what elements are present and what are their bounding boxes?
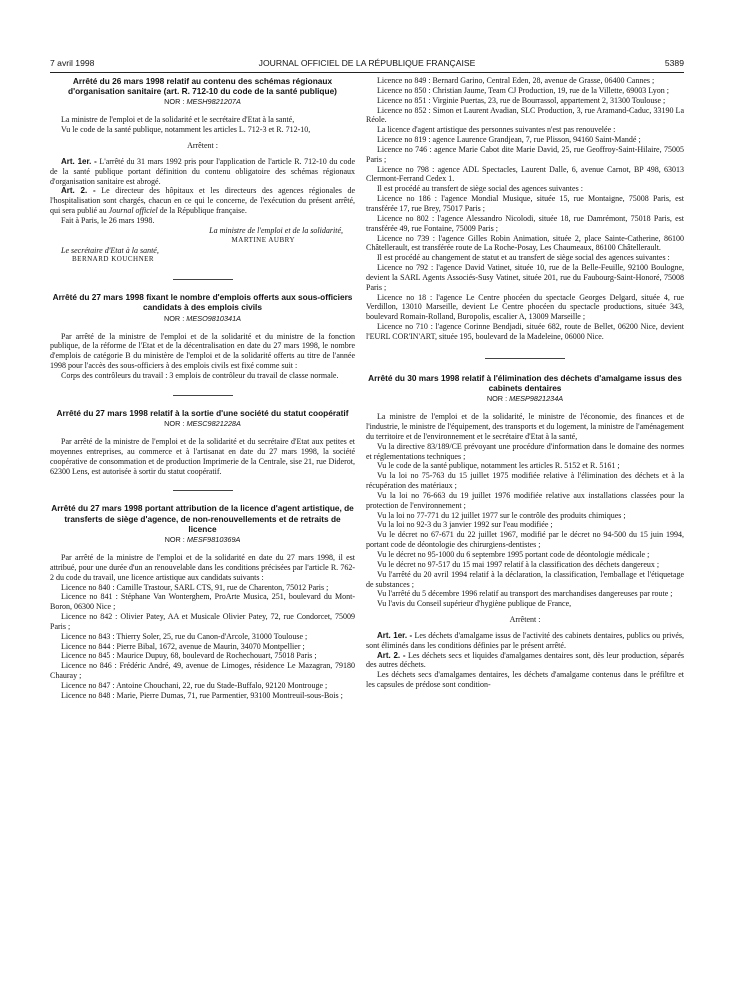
right-column — [366, 76, 684, 976]
article-label: Art. 1er. - — [61, 156, 97, 166]
article-text: Le directeur des hôpitaux et les directeurs des agences régionales de l'hospitalisation sont chargés, chacun en ce qui le concerne, de l'exécution du présent arrêté, qui sera publié au — [50, 186, 355, 216]
nor-code: MESC9821228A — [186, 419, 241, 429]
article-text: Les déchets d'amalgame issus de l'activité des cabinets dentaires, publics ou privés, sont éliminés dans les conditions définies par le présent arrêté. — [366, 630, 684, 650]
article-1 — [366, 631, 684, 651]
visa-paragraph: Vu la loi no 77-771 du 12 juillet 1977 sur le contrôle des produits chimiques ; — [377, 510, 626, 520]
visa-paragraph: La ministre de l'emploi et de la solidarité, le ministre de l'économie, des finances et de l'industrie, le ministre de l'équipement, des transports et du logement, la ministre de l'aménagement du territoire et de l'environnement et le secrétaire d'Etat à la santé, — [366, 412, 684, 441]
transfer-intro: Il est procédé au transfert de siège social des agences suivantes : — [377, 184, 583, 194]
visa-paragraph: Vu le code de la santé publique, notamment les articles L. 712-3 et R. 712-10, — [61, 125, 311, 135]
licence-entry: Licence no 739 : l'agence Gilles Robin Animation, située 2, place Sainte-Catherine, 86100 Châtellerault, est transférée route de La Roche-Posay, Les Chaumeaux, 86100 Châtellerault. — [366, 233, 684, 253]
article-2 — [366, 651, 684, 671]
visa-paragraph: Vu l'arrêté du 20 avril 1994 relatif à la déclaration, la classification, l'emballage et l'étiquetage de substances ; — [366, 569, 684, 589]
header-page-number: 5389 — [664, 58, 684, 68]
section-divider — [173, 395, 233, 396]
licence-entry: Licence no 844 : Pierre Bibal, 1672, avenue de Maurin, 34070 Montpellier ; — [61, 641, 305, 651]
licence-entry: Licence no 802 : l'agence Alessandro Nicolodi, située 18, rue Damrémont, 75018 Paris, est transférée 49, rue Fontaine, 75009 Paris ; — [366, 213, 684, 233]
article-1 — [50, 157, 355, 187]
body-paragraph: Par arrêté de la ministre de l'emploi et de la solidarité en date du 27 mars 1998, il est attribué, pour une durée d'un an renouvelable dans les conditions précisées par l'article R. 762-2 du code du travail, une licence artistique aux candidats suivants : — [50, 553, 355, 582]
article-label: Art. 1er. - — [377, 630, 413, 640]
nor-line — [50, 419, 355, 429]
visa-paragraph: Vu la loi no 75-763 du 15 juillet 1975 modifiée relative à l'élimination des déchets et à la récupération des matériaux ; — [366, 471, 684, 491]
body-paragraph: Corps des contrôleurs du travail : 3 emplois de contrôleur du travail de classe normale. — [61, 371, 339, 380]
arrete-title: Arrêté du 27 mars 1998 portant attribution de la licence d'agent artistique, de transferts de siège d'agence, de non-renouvellements et de retraits de licence — [51, 503, 354, 534]
arrete-title: Arrêté du 30 mars 1998 relatif à l'élimination des déchets d'amalgame issus des cabinets dentaires — [368, 372, 682, 393]
non-renewal-intro: La licence d'agent artistique des personnes suivantes n'est pas renouvelée : — [377, 125, 616, 135]
arretent-heading: Arrêtent : — [187, 141, 218, 151]
nor-line — [50, 314, 355, 324]
licence-entry: Licence no 841 : Stéphane Van Wonterghem, ProArte Musica, 251, boulevard du Mont-Boron, 06300 Nice ; — [50, 592, 355, 612]
article-label: Art. 2. - — [61, 186, 96, 196]
left-column — [50, 76, 355, 976]
body-paragraph: Par arrêté de la ministre de l'emploi et de la solidarité et du ministre de la fonction publique, de la réforme de l'Etat et de la décentralisation en date du 27 mars 1998, le nombre d'emplois de catégorie B du ministère de l'emploi et de la solidarité offerts au titre de l'année 1998 pour l'accès des sous-officiers à des emplois civils est fixé comme suit : — [50, 331, 355, 371]
signatory-name: MARTINE AUBRY — [231, 235, 295, 244]
article-text: Les déchets secs et liquides d'amalgames dentaires sont, dès leur production, séparés des autres déchets. — [366, 650, 684, 670]
licence-entry: Licence no 845 : Maurice Dupuy, 68, boulevard de Rochechouart, 75018 Paris ; — [61, 651, 317, 661]
arretent-heading: Arrêtent : — [509, 615, 541, 625]
page-header — [50, 58, 684, 72]
licence-entry: Licence no 852 : Simon et Laurent Avadian, SLC Production, 3, rue Aramand-Caduc, 33190 La Réole. — [366, 105, 684, 125]
licence-entry: Licence no 840 : Camille Trastour, SARL CTS, 91, rue de Charenton, 75012 Paris ; — [61, 582, 329, 592]
arrete-title: Arrêté du 27 mars 1998 fixant le nombre d'emplois offerts aux sous-officiers candidats à des emplois civils — [52, 292, 353, 313]
nor-label: NOR : — [486, 394, 508, 404]
signatory-title: La ministre de l'emploi et de la solidarité, — [209, 225, 343, 235]
nor-line — [366, 394, 684, 404]
licence-entry: Licence no 18 : l'agence Le Centre phocéen du spectacle Georges Delgard, située 4, rue Verdillon, 13010 Marseille, devient Le Centre phocéen du spectacle productions, située 343, boulevard Romain-Rolland, Buropolis, escalier A, 13009 Marseille ; — [366, 292, 684, 322]
nor-label: NOR : — [164, 535, 185, 545]
body-paragraph: Par arrêté de la ministre de l'emploi et de la solidarité et du secrétaire d'Etat aux petites et moyennes entreprises, au commerce et à l'artisanat en date du 27 mars 1998, la société coopérative de consommation et de production Imprimerie de la Centrale, sise 21, rue Diderot, 62300 Lens, est autorisée à sortir du statut coopératif. — [50, 437, 355, 476]
fait-a-paris: Fait à Paris, le 26 mars 1998. — [61, 216, 155, 225]
licence-entry: Licence no 798 : agence ADL Spectacles, Laurent Dalle, 6, avenue Carnot, BP 498, 63013 Clermont-Ferrand Cedex 1. — [366, 164, 684, 184]
nor-code: MESP9821234A — [509, 394, 564, 404]
arrete-title: Arrêté du 27 mars 1998 relatif à la sortie d'une société du statut coopératif — [56, 407, 349, 418]
nor-code: MESF9810369A — [186, 535, 241, 545]
visa-paragraph: Vu la loi no 92-3 du 3 janvier 1992 sur l'eau modifiée ; — [377, 520, 553, 530]
arrete-27-mars-sous-officiers — [50, 292, 355, 381]
licence-entry: Licence no 710 : l'agence Corinne Bendjadi, située 682, route de Bellet, 06200 Nice, devient l'EURL COR'IN'ART, située 195, boulevard de la Madeleine, 06000 Nice. — [366, 322, 684, 341]
signatory-name: BERNARD KOUCHNER — [72, 255, 155, 264]
header-date: 7 avril 1998 — [50, 58, 95, 68]
body-paragraph: Les déchets secs d'amalgames dentaires, les déchets d'amalgame contenus dans le préfiltre et les capsules de prédose sont condition- — [366, 670, 684, 690]
licence-entry: Licence no 186 : l'agence Mondial Musique, située 15, rue Montaigne, 75008 Paris, est transférée 17, rue Brey, 75017 Paris ; — [366, 194, 684, 213]
visa-paragraph: Vu l'arrêté du 5 décembre 1996 relatif au transport des marchandises dangereuses par route ; — [377, 589, 673, 599]
licence-entry: Licence no 851 : Virginie Puertas, 23, rue de Bourrassol, appartement 2, 31300 Toulouse ; — [377, 95, 666, 105]
licence-entry: Licence no 746 : agence Marie Cabot dite Marie David, 25, rue Geoffroy-Saint-Hilaire, 75005 Paris ; — [366, 144, 684, 164]
signatory-title: Le secrétaire d'Etat à la santé, — [61, 245, 159, 255]
licence-entry: Licence no 843 : Thierry Soler, 25, rue du Canon-d'Arcole, 31000 Toulouse ; — [61, 631, 308, 641]
visa-paragraph: Vu la directive 83/189/CE prévoyant une procédure d'information dans le domaine des normes et réglementations techniques ; — [366, 441, 684, 461]
section-divider — [485, 358, 565, 359]
arrete-26-mars-sros — [50, 76, 355, 265]
header-journal-title: JOURNAL OFFICIEL DE LA RÉPUBLIQUE FRANÇAISE — [258, 58, 476, 68]
arrete-30-mars-dechets-amalgame — [366, 373, 684, 690]
licence-entry: Licence no 847 : Antoine Chouchani, 22, rue du Stade-Buffalo, 92120 Montrouge ; — [61, 681, 328, 690]
nor-code: MESH9821207A — [186, 97, 241, 107]
article-2 — [50, 186, 355, 216]
article-text: de la République française. — [159, 206, 247, 216]
licence-entry: Licence no 850 : Christian Jaume, Team CJ Production, 19, rue de la Villette, 69003 Lyon ; — [377, 85, 669, 95]
arrete-27-mars-agent-artistique-continued — [366, 76, 684, 342]
visa-paragraph: Vu le décret no 67-671 du 22 juillet 1967, modifié par le décret no 94-500 du 15 juin 1994, portant code de déontologie des chirurgiens-dentistes ; — [366, 530, 684, 550]
nor-label: NOR : — [163, 313, 185, 323]
change-intro: Il est procédé au changement de statut et au transfert de siège social des agences suivantes : — [377, 253, 670, 263]
nor-line — [50, 97, 355, 107]
licence-entry: Licence no 792 : l'agence David Vatinet, située 10, rue de la Belle-Feuille, 92100 Boulogne, devient la SARL Agents Associés-Susy Vatinet, située 201, rue du Faubourg-Saint-Honoré, 75008 Paris ; — [366, 263, 684, 292]
visa-paragraph: Vu le code de la santé publique, notamment les articles R. 5152 et R. 5161 ; — [377, 461, 620, 471]
licence-entry: Licence no 842 : Olivier Patey, AA et Musicale Olivier Patey, 72, rue Condorcet, 75009 Paris ; — [50, 612, 355, 631]
nor-label: NOR : — [164, 97, 185, 107]
article-text: L'arrêté du 31 mars 1992 pris pour l'application de l'article R. 712-10 du code de la santé publique portant définition du contenu obligatoire des schémas régionaux d'organisation sanitaire est abrogé. — [50, 156, 355, 186]
licence-entry: Licence no 846 : Frédéric André, 49, avenue de Limoges, résidence Le Mazagran, 79180 Chauray ; — [50, 661, 355, 681]
visa-paragraph: Vu la loi no 76-663 du 19 juillet 1976 modifiée relative aux installations classées pour la protection de l'environnement ; — [366, 490, 684, 510]
visa-paragraph: Vu le décret no 97-517 du 15 mai 1997 relatif à la classification des déchets dangereux ; — [377, 559, 660, 569]
visa-paragraph: La ministre de l'emploi et de la solidarité et le secrétaire d'Etat à la santé, — [61, 115, 295, 125]
arrete-title: Arrêté du 26 mars 1998 relatif au contenu des schémas régionaux d'organisation sanitaire (art. R. 712-10 du code de la santé publique) — [68, 76, 337, 97]
arrete-27-mars-cooperatif — [50, 408, 355, 477]
visa-paragraph: Vu l'avis du Conseil supérieur d'hygiène publique de France, — [377, 599, 572, 609]
section-divider — [173, 279, 233, 280]
section-divider — [173, 490, 233, 491]
article-label: Art. 2. - — [377, 650, 406, 660]
licence-entry: Licence no 819 : agence Laurence Grandjean, 7, rue Plisson, 94160 Saint-Mandé ; — [377, 135, 641, 145]
journal-officiel-ref: Journal officiel — [108, 206, 158, 216]
header-rule — [50, 72, 684, 73]
nor-line — [50, 535, 355, 545]
nor-label: NOR : — [164, 419, 185, 429]
licence-entry: Licence no 849 : Bernard Garino, Central Eden, 28, avenue de Grasse, 06400 Cannes ; — [377, 76, 655, 85]
visa-paragraph: Vu le décret no 95-1000 du 6 septembre 1995 portant code de déontologie médicale ; — [377, 550, 650, 559]
licence-entry: Licence no 848 : Marie, Pierre Dumas, 71, rue Parmentier, 93100 Montreuil-sous-Bois ; — [61, 690, 343, 700]
arrete-27-mars-agent-artistique — [50, 503, 355, 700]
nor-code: MESO9810341A — [186, 313, 242, 323]
